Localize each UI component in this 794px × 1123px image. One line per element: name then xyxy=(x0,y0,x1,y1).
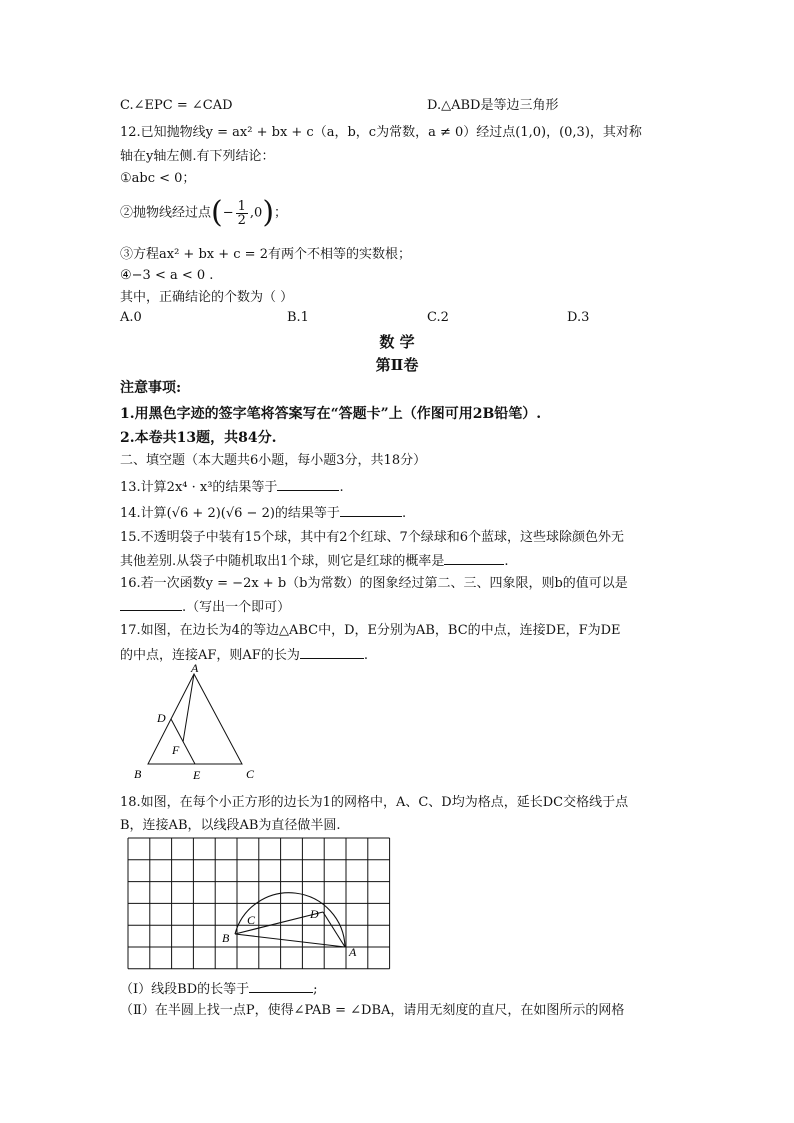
q12-stem-line2: 轴在y轴左侧.有下列结论： xyxy=(120,149,275,164)
q15-text: 其他差别.从袋子中随机取出1个球，则它是红球的概率是 xyxy=(120,554,445,569)
q12-conclusion-2 xyxy=(120,195,288,230)
q12-option-b: B.1 xyxy=(287,310,309,325)
q11-option-c: C.∠EPC = ∠CAD xyxy=(120,98,233,113)
q16-text: .（写出一个即可） xyxy=(182,600,291,615)
q17-line2: 的中点，连接AF，则AF的长为 . xyxy=(120,648,368,663)
volume-title: 第Ⅱ卷 xyxy=(375,356,419,374)
segment-ab xyxy=(235,934,345,947)
q15-answer-blank[interactable] xyxy=(444,552,504,565)
q14-answer-blank[interactable] xyxy=(340,504,402,517)
notes-title: 注意事项: xyxy=(120,380,182,396)
q17-text: 的中点，连接AF，则AF的长为 xyxy=(120,648,300,663)
q12-option-d: D.3 xyxy=(567,310,590,325)
q13-text: 13.计算2x⁴ · x³的结果等于 xyxy=(120,480,278,495)
notes-item-1: 1.用黑色字迹的签字笔将答案写在“答题卡”上（作图可用2B铅笔）. xyxy=(120,406,542,422)
label-e: E xyxy=(193,768,201,782)
q16-answer-blank[interactable] xyxy=(120,598,182,611)
q12-conclusion-2-suffix: ； xyxy=(274,205,288,221)
q18-part1: （Ⅰ）线段BD的长等于 ; xyxy=(120,982,318,997)
q18-part2: （Ⅱ）在半圆上找一点P，使得∠PAB = ∠DBA，请用无刻度的直尺，在如图所示的网格 xyxy=(120,1003,625,1018)
q18-line2: B，连接AB，以线段AB为直径做半圆. xyxy=(120,818,341,833)
q12-option-a: A.0 xyxy=(120,310,142,325)
q12-conclusion-3: ③方程ax² + bx + c = 2有两个不相等的实数根； xyxy=(120,247,411,262)
q12-stem-line1: 12.已知抛物线y = ax² + bx + c（a，b，c为常数，a ≠ 0）经过点(1,0)，(0,3)，其对称 xyxy=(120,125,642,140)
subject-title: 数 学 xyxy=(379,333,415,351)
notes-item-2: 2.本卷共13题，共84分. xyxy=(120,430,277,446)
q13: 13.计算2x⁴ · x³的结果等于 . xyxy=(120,480,344,495)
q13-answer-blank[interactable] xyxy=(277,478,339,491)
q17-line1: 17.如图，在边长为4的等边△ABC中，D，E分别为AB，BC的中点，连接DE，F为DE xyxy=(120,623,621,638)
label-a: A xyxy=(349,945,357,959)
q16-line1: 16.若一次函数y = −2x + b（b为常数）的图象经过第二、三、四象限，则b的值可以是 xyxy=(120,576,628,591)
q12-point-minus: − xyxy=(222,205,234,221)
q14-text: 14.计算(√6 + 2)(√6 − 2)的结果等于 xyxy=(120,506,340,521)
q16-line2 xyxy=(120,598,290,617)
q12-conclusion-4: ④−3 < a < 0 . xyxy=(120,268,214,283)
q18-part1-answer-blank[interactable] xyxy=(249,980,313,993)
q12-conclusion-2-prefix: ②抛物线经过点 xyxy=(120,205,212,221)
label-b: B xyxy=(222,931,230,945)
q18-line1: 18.如图，在每个小正方形的边长为1的网格中，A、C、D均为格点，延长DC交格线于点 xyxy=(120,795,629,810)
label-f: F xyxy=(172,743,180,757)
q14: 14.计算(√6 + 2)(√6 − 2)的结果等于 . xyxy=(120,506,407,521)
q11-option-d: D.△ABD是等边三角形 xyxy=(427,98,559,113)
q12-conclusion-1: ①abc < 0； xyxy=(120,171,196,186)
q15-line1: 15.不透明袋子中装有15个球，其中有2个红球、7个绿球和6个蓝球，这些球除颜色外无 xyxy=(120,530,625,545)
q17-answer-blank[interactable] xyxy=(300,646,364,659)
q12-question: 其中，正确结论的个数为（ ） xyxy=(120,290,294,305)
q12-point-fraction xyxy=(236,200,248,227)
q18-grid-figure xyxy=(126,836,392,972)
q12-option-c: C.2 xyxy=(427,310,449,325)
q12-fraction-denominator: 2 xyxy=(237,212,246,228)
q12-fraction-numerator: 1 xyxy=(237,198,246,214)
label-d: D xyxy=(157,711,166,725)
q12-point-zero: ,0 xyxy=(249,205,263,221)
q12-point-paren-open: ( xyxy=(211,195,223,230)
part2-heading: 二、填空题（本大题共6小题，每小题3分，共18分） xyxy=(120,453,427,468)
q18-part1-text: （Ⅰ）线段BD的长等于 xyxy=(120,982,250,997)
label-c: C xyxy=(246,767,255,781)
label-a: A xyxy=(191,662,199,675)
label-d: D xyxy=(310,907,319,921)
q15-line2: 其他差别.从袋子中随机取出1个球，则它是红球的概率是 . xyxy=(120,554,509,569)
label-b: B xyxy=(134,767,142,781)
q17-triangle-figure xyxy=(130,662,260,784)
label-c: C xyxy=(247,913,256,927)
q12-point-paren-close: ) xyxy=(262,195,275,230)
